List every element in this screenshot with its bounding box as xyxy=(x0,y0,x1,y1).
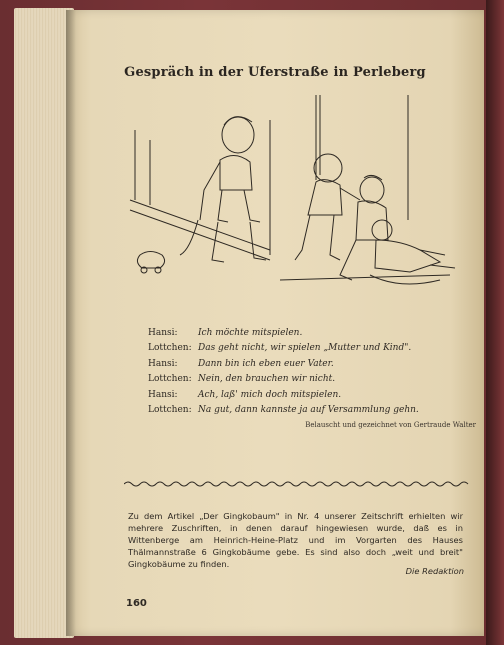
illustration-credit: Belauscht und gezeichnet von Gertraude Walter xyxy=(305,421,476,429)
dialog-row xyxy=(148,388,478,403)
wavy-divider xyxy=(124,479,469,489)
dialog-line: Ich möchte mitspielen. xyxy=(198,328,303,338)
dialog-line: Ach, laß' mich doch mitspielen. xyxy=(198,389,342,400)
speaker-label: Hansi: xyxy=(148,358,178,369)
dialog-row xyxy=(148,372,478,387)
page-number: 160 xyxy=(126,598,147,609)
dialog-line: Na gut, dann kannste ja auf Versammlung gehn. xyxy=(198,405,419,416)
book-cover-edge xyxy=(486,0,504,645)
dialog-line: Dann bin ich eben euer Vater. xyxy=(198,358,334,369)
speaker-label: Lottchen: xyxy=(148,343,192,354)
dialog-line: Das geht nicht, wir spielen „Mutter und Kind". xyxy=(198,343,412,354)
children-illustration xyxy=(120,90,470,305)
article-text: Zu dem Artikel „Der Gingkobaum" in Nr. 4 unserer Zeitschrift erhielten wir mehrere Zuschriften, in denen darauf hingewiesen wurde, daß es in Wittenberge am Heinrich-Heine-Platz und im Vorgarten des Hauses Thälmannstraße 6 Gingkobäume gebe. Es sind also doch „weit und breit" Gingkobäume zu finden. xyxy=(128,511,463,569)
speaker-label: Hansi: xyxy=(148,328,178,338)
dialog-row xyxy=(148,326,478,341)
speaker-label: Lottchen: xyxy=(148,374,192,385)
speaker-label: Hansi: xyxy=(148,389,178,400)
page-edges xyxy=(14,8,74,638)
speaker-label: Lottchen: xyxy=(148,405,192,416)
dialog xyxy=(148,326,478,418)
dialog-row xyxy=(148,341,478,356)
dialog-row xyxy=(148,357,478,372)
spine-shadow xyxy=(66,10,76,636)
dialog-line: Nein, den brauchen wir nicht. xyxy=(198,374,336,385)
page-title: Gespräch in der Uferstraße in Perleberg xyxy=(124,65,426,80)
dialog-row xyxy=(148,403,478,418)
signature: Die Redaktion xyxy=(405,566,464,576)
